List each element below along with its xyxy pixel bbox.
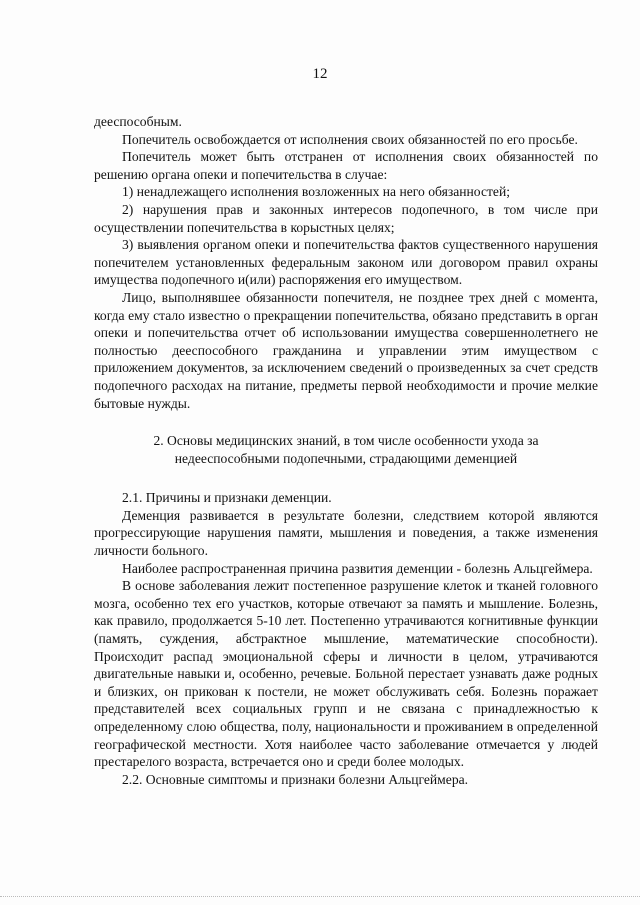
page-number: 12 <box>312 66 328 82</box>
paragraph: Попечитель может быть отстранен от исполнения своих обязанностей по решению органа опеки и попечительства в случае: <box>94 149 598 182</box>
paragraph: дееспособным. <box>94 114 182 129</box>
subsection-title: 2.1. Причины и признаки деменции. <box>122 490 332 506</box>
paragraph: Деменция развивается в результате болезни, следствием которой являются прогрессирующие нарушения памяти, мышления и поведения, а также изменения личности больного. <box>94 507 598 559</box>
paragraph: Попечитель освобождается от исполнения своих обязанностей по его просьбе. <box>122 131 578 147</box>
list-item: 1) ненадлежащего исполнения возложенных на него обязанностей; <box>122 184 511 200</box>
list-item: 3) выявления органом опеки и попечительства фактов существенного нарушения попечителем установленных федеральным законом или договором правил охраны имущества подопечного и(или) распоряжения его имуществом. <box>94 237 598 288</box>
paragraph: Лицо, выполнявшее обязанности попечителя, не позднее трех дней с момента, когда ему стало известно о прекращении попечительства, обязано представить в орган опеки и попечительства отчет об использовании имущества совершеннолетнего не полностью дееспособного гражданина и управлении этим имуществом с приложением документов, за исключением сведений о произведенных за счет средств подопечного расходах на питание, предметы первой необходимости и прочие мелкие бытовые нужды. <box>94 289 598 411</box>
paragraph: Наиболее распространенная причина развития деменции - болезнь Альцгеймера. <box>122 560 593 576</box>
subsection-title: 2.2. Основные симптомы и признаки болезни Альцгеймера. <box>122 771 469 787</box>
scan-edge-line <box>0 896 640 897</box>
document-body <box>94 113 598 788</box>
section-heading: 2. Основы медицинских знаний, в том числе особенности ухода за недееспособными подопечными, страдающими деменцией <box>153 433 539 466</box>
paragraph: В основе заболевания лежит постепенное разрушение клеток и тканей головного мозга, особенно тех его участков, которые отвечают за память и мышление. Болезнь, как правило, продолжается 5-10 лет. Постепенно утрачиваются когнитивные функции (память, суждения, абстрактное мышление, математические способности). Происходит распад эмоциональной сферы и личности в целом, утрачиваются двигательные навыки и, особенно, речевые. Больной перестает узнавать даже родных и близких, он прикован к постели, не может обслуживать себя. Болезнь поражает представителей всех социальных групп и не связана с принадлежностью к определенному слою общества, полу, национальности и проживанием в определенной географической местности. Хотя наиболее часто заболевание отмечается у людей престарелого возраста, встречается оно и среди более молодых. <box>94 578 598 770</box>
list-item: 2) нарушения прав и законных интересов подопечного, в том числе при осуществлении попечительства в корыстных целях; <box>94 201 598 235</box>
